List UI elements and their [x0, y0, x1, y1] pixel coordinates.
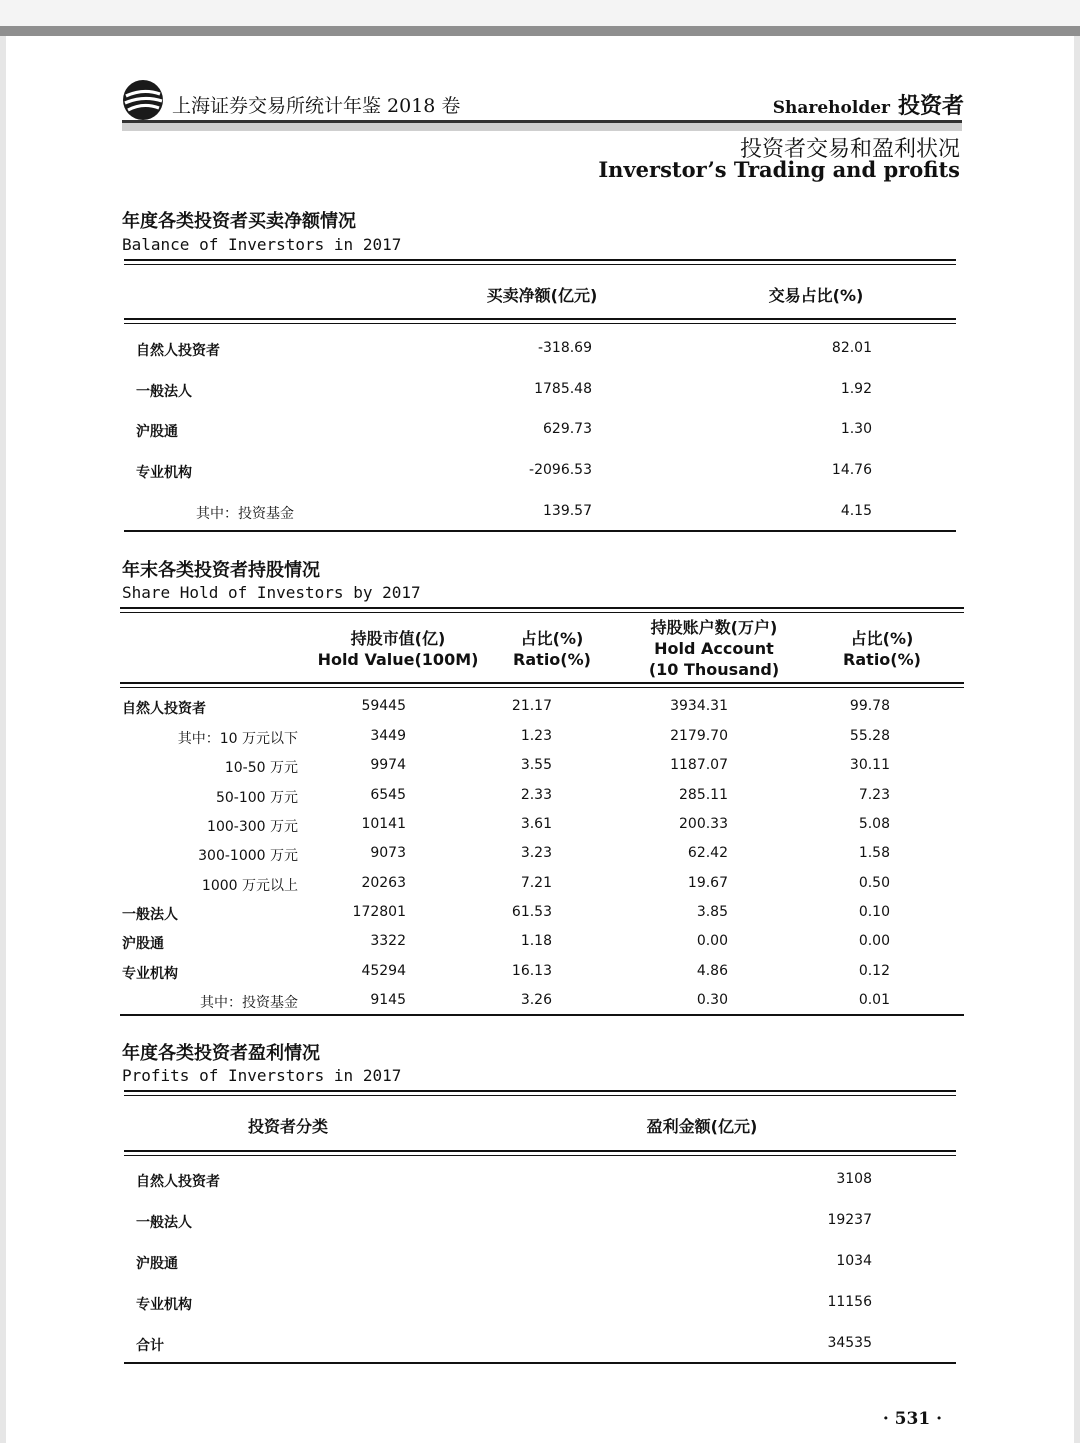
col-header-hold-account: 持股账户数(万户) Hold Account (10 Thousand) [648, 618, 780, 679]
section-header [773, 89, 964, 120]
chapter-title-en: Inverstor’s Trading and profits [598, 157, 960, 182]
document-page: 上海证券交易所统计年鉴 2018 卷 Shareholder 投资者 投资者交易和盈利状况 Inverstor’s Trading and profits 年度各类投资者买卖净额情况 Balance of Inverstors in 2017 买卖净额(亿元) 交易占比(%) 自然人投资者 -318.69 82.01 一般法人 1785.48 1.92 沪股通 629.73 1.30 专业机构 -2096.53 14.76 其中：投资基金 139.57 4.15 年末各类投资者持股情况 Share Hold of Investors by 2017 持股市值(亿) Hold Value(100M) 占比(%) Ratio(%) 持股账户数(万户) Hold Account (10 Thousand) 占比(%) Ratio(%) 自然人投资者 59445 21.17 3934.31 99.78 其中：10 万元以下 3449 1.23 2179.70 55.28 10-50 万元 9974 3.55 1187.07 30.11 50-100 万元 6545 2.33 285.11 7.23 100-300 万元 10141 3.61 200.33 5.08 300-1000 万元 9073 3.23 62.42 1.58 1000 万元以上 20263 7.21 19.67 0.50 一般法人 172801 61.53 3.85 0.10 沪股通 3322 1.18 0.00 0.00 专业机构 45294 16.13 4.86 0.12 其中：投资基金 9145 3.26 0.30 0.01 年度各类投资者盈利情况 Profits of Inverstors in 2017 投资者分类 盈利金额(亿元) 自然人投资者 3108 一般法人 19237 沪股通 1034 专业机构 11156 合计 34535 · 531 · [6, 36, 1074, 1443]
col-header-ratio-value: 占比(%) Ratio(%) [513, 629, 591, 669]
page-number: · 531 · [882, 1409, 942, 1429]
col-header-trade-ratio: 交易占比(%) [768, 286, 864, 305]
book-title: 上海证券交易所统计年鉴 2018 卷 [172, 95, 461, 117]
sse-logo-icon [122, 79, 164, 121]
section-name-en: Shareholder [772, 98, 890, 118]
col-header-ratio-account: 占比(%) Ratio(%) [843, 629, 921, 669]
chapter-title-zh: 投资者交易和盈利状况 [739, 137, 960, 162]
col-header-hold-value: 持股市值(亿) Hold Value(100M) [317, 629, 479, 669]
table1-title-en: Balance of Inverstors in 2017 [122, 235, 402, 254]
viewer-page-edge [0, 26, 1080, 36]
viewer-top-bar [0, 0, 1080, 26]
col-header-investor-type: 投资者分类 [247, 1117, 328, 1136]
section-name-zh: 投资者 [897, 93, 964, 119]
col-header-profit: 盈利金额(亿元) [646, 1117, 758, 1136]
table2-title-en: Share Hold of Investors by 2017 [122, 583, 421, 602]
table3-title-zh: 年度各类投资者盈利情况 [122, 1043, 320, 1064]
col-header-net: 买卖净额(亿元) [486, 286, 598, 305]
table3-title-en: Profits of Inverstors in 2017 [122, 1066, 402, 1085]
table1-title-zh: 年度各类投资者买卖净额情况 [122, 211, 356, 232]
header-rule-grey [122, 123, 962, 131]
table2-title-zh: 年末各类投资者持股情况 [122, 560, 320, 581]
